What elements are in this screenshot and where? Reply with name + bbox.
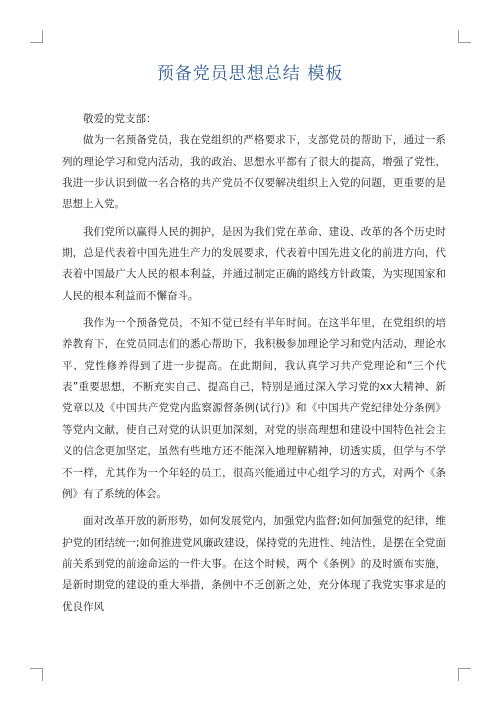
salutation: 敬爱的党支部： [83, 113, 157, 125]
crop-mark-bottom-left [30, 668, 43, 681]
crop-mark-bottom-right [458, 668, 471, 681]
crop-mark-top-left [30, 30, 43, 43]
document-body [62, 109, 446, 624]
document-title: 预备党员思想总结 模板 [156, 64, 344, 84]
paragraph-3: 我作为一个预备党员，不知不觉已经有半年时间。在这半年里，在党组织的培养教育下，在党员同志们的悉心帮助下，我积极参加理论学习和党内活动，理论水平、党性修养得到了进一步提高。在此期间，我认真学习共产党理论和“三个代表”重要思想，不断充实自己、提高自己，特别是通过深入学习党的xx大精神、新党章以及《中国共产党党内监察源督条例(试行)》和《中国共产党纪律处分条例》等党内文献，使自己对党的认识更加深刻，对党的崇高理想和建设中国特色社会主义的信念更加坚定，虽然有些地方还不能深入地理解精神，切透实质，但学与不学不一样，尤其作为一个年轻的员工，很高兴能通过中心组学习的方式，对两个《条例》有了系统的体会。 [62, 317, 446, 500]
paragraph-1: 做为一名预备党员，我在党组织的严格要求下，支部党员的帮助下，通过一系列的理论学习和党内活动，我的政治、思想水平都有了很大的提高，增强了党性，我进一步认识到做一名合格的共产党员不仅要解决组织上入党的问题，更重要的是思想上入党。 [62, 134, 446, 211]
crop-mark-top-right [458, 30, 471, 43]
paragraph-2: 我们党所以赢得人民的拥护，是因为我们党在革命、建设、改革的各个历史时期，总是代表着中国先进生产力的发展要求，代表着中国先进文化的前进方向，代表着中国最广大人民的根本利益，并通过制定正确的路线方针政策，为实现国家和人民的根本利益而不懈奋斗。 [62, 225, 446, 302]
paragraph-4: 面对改革开放的新形势，如何发展党内，加强党内监督;如何加强党的纪律，维护党的团结统一;如何推进党风廉政建设，保持党的先进性、纯洁性，是摆在全党面前关系到党的前途命运的一件大事。在这个时候，两个《条例》的及时颁布实施，是新时期党的建设的重大举措，条例中不乏创新之处，充分体现了我党实事求是的优良作风 [62, 515, 446, 613]
